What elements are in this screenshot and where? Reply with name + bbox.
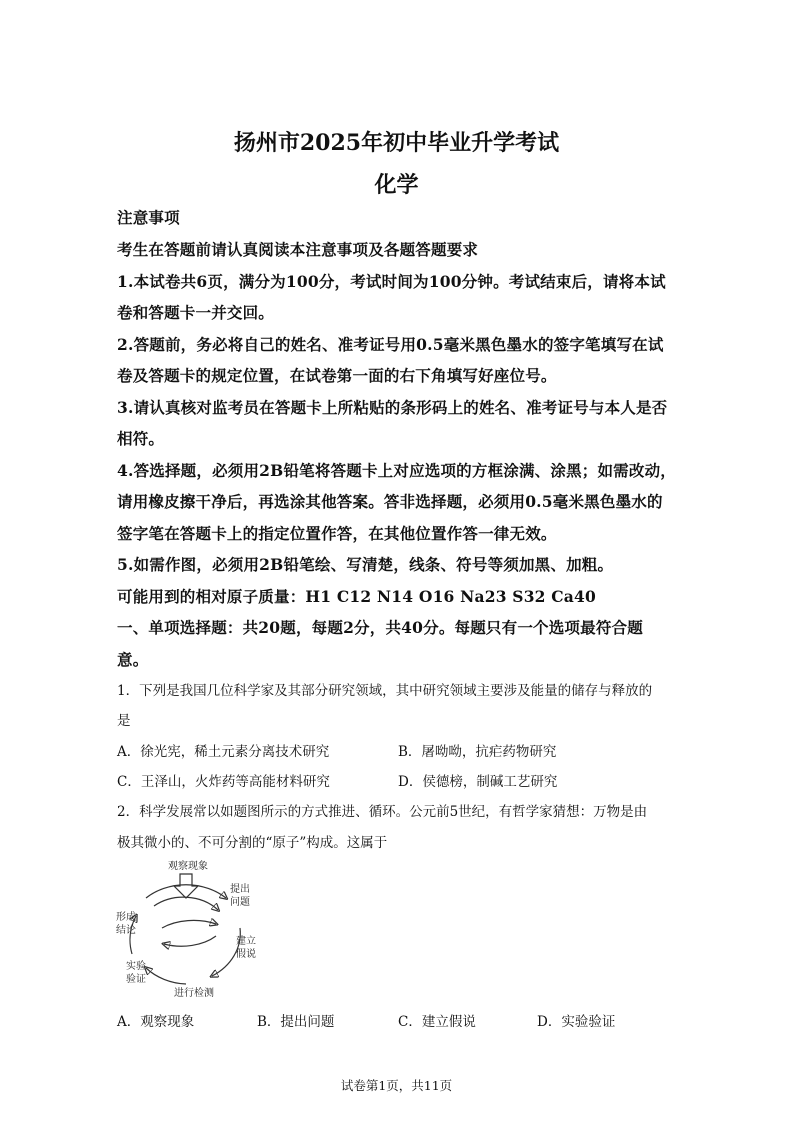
q2-option-b: B．提出问题 [257,1014,335,1030]
exam-subject: 化学 [374,172,419,198]
notice-line: 5.如需作图，必须用2B铅笔绘、写清楚，线条、符号等须加黑、加粗。 [117,555,614,574]
notice-line: 签字笔在答题卡上的指定位置作答，在其他位置作答一律无效。 [117,524,557,543]
cycle-arrow [146,968,186,984]
q1-option-d: D．侯德榜，制碱工艺研究 [398,774,558,790]
diagram-label-verify: 实验 [126,961,146,972]
page-footer: 试卷第1页，共11页 [340,1078,453,1093]
notice-intro: 考生在答题前请认真阅读本注意事项及各题答题要求 [117,240,479,259]
atomic-mass-line: 可能用到的相对原子质量：H1 C12 N14 O16 Na23 S32 Ca40 [117,587,597,606]
q2-option-c: C．建立假说 [398,1014,476,1030]
notice-heading: 注意事项 [117,208,180,227]
notice-line: 请用橡皮擦干净后，再选涂其他答案。答非选择题，必须用0.5毫米黑色墨水的 [117,492,663,511]
diagram-label-verify-2: 验证 [126,974,146,985]
diagram-label-test: 进行检测 [174,988,214,999]
q2-option-a: A．观察现象 [117,1014,195,1030]
notice-line: 1.本试卷共6页，满分为100分，考试时间为100分钟。考试结束后，请将本试 [117,272,666,291]
section-heading: 一、单项选择题：共20题，每题2分，共40分。每题只有一个选项最符合题 [117,618,643,637]
exam-title: 扬州市2025年初中毕业升学考试 [233,130,560,156]
notice-line: 卷及答题卡的规定位置，在试卷第一面的右下角填写好座位号。 [117,366,557,385]
diagram-label-hypothesis: 建立 [236,936,256,947]
notice-line: 4.答选择题，必须用2B铅笔将答题卡上对应选项的方框涂满、涂黑；如需改动， [117,461,676,480]
cycle-arrow [146,885,226,898]
observe-arrow [174,874,198,898]
q2-option-d: D．实验验证 [537,1014,616,1030]
q1-option-b: B．屠呦呦，抗疟药物研究 [398,744,557,760]
q1-stem-cont: 是 [117,713,131,729]
diagram-label-hypothesis-2: 假说 [236,949,256,960]
q1-option-c: C．王泽山，火炸药等高能材料研究 [117,774,330,790]
notice-line: 3.请认真核对监考员在答题卡上所粘贴的条形码上的姓名、准考证号与本人是否 [117,398,668,417]
notice-line: 相符。 [117,429,165,448]
q1-option-a: A．徐光宪，稀土元素分离技术研究 [117,744,330,760]
diagram-label-conclusion: 形成 [116,912,136,923]
cycle-arrow [154,897,218,910]
science-cycle-diagram [116,858,266,1000]
diagram-label-ask: 提出 [230,884,250,895]
cycle-arrow [162,920,216,928]
notice-line: 2.答题前，务必将自己的姓名、准考证号用0.5毫米黑色墨水的签字笔填写在试 [117,335,664,354]
q2-stem: 2．科学发展常以如题图所示的方式推进、循环。公元前5世纪，有哲学家猜想：万物是由 [117,804,648,820]
notice-line: 卷和答题卡一并交回。 [117,303,275,322]
q1-stem: 1．下列是我国几位科学家及其部分研究领域，其中研究领域主要涉及能量的储存与释放的 [117,683,653,699]
q2-stem-cont: 极其微小的、不可分割的“原子”构成。这属于 [117,835,388,851]
diagram-label-conclusion-2: 结论 [116,925,136,936]
section-heading-cont: 意。 [117,650,149,669]
cycle-arrow [164,936,216,946]
diagram-label-ask-2: 问题 [230,897,250,908]
diagram-label-observe: 观察现象 [168,861,208,872]
